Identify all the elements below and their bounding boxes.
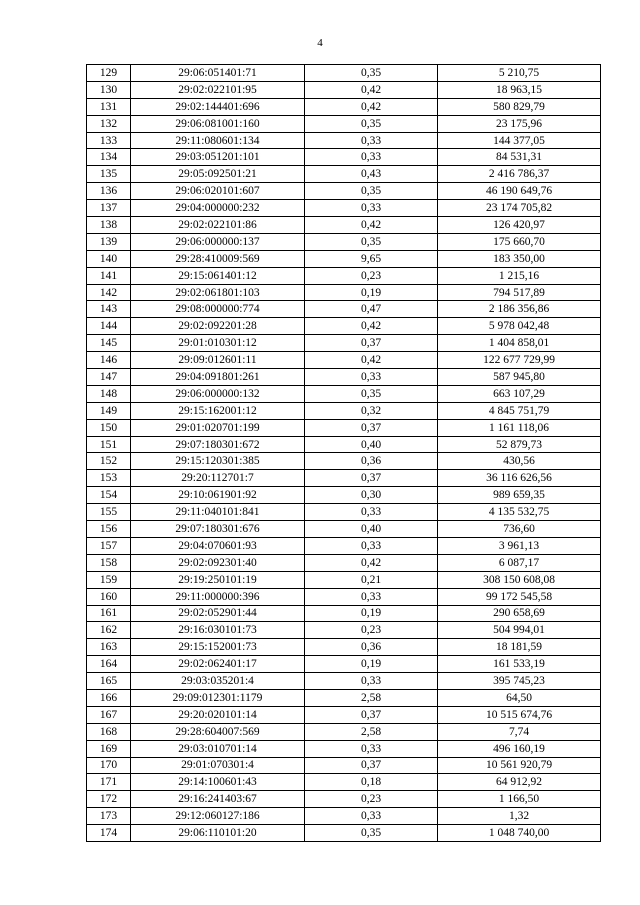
coefficient-cell: 0,35: [305, 183, 438, 200]
amount-cell: 36 116 626,56: [438, 470, 601, 487]
amount-cell: 4 135 532,75: [438, 504, 601, 521]
amount-cell: 290 658,69: [438, 605, 601, 622]
coefficient-cell: 0,40: [305, 521, 438, 538]
cadastral-number-cell: 29:11:080601:134: [131, 132, 305, 149]
row-number-cell: 135: [87, 166, 131, 183]
cadastral-number-cell: 29:10:061901:92: [131, 487, 305, 504]
cadastral-number-cell: 29:02:062401:17: [131, 656, 305, 673]
table-row: [87, 673, 601, 690]
table-row: [87, 352, 601, 369]
coefficient-cell: 0,23: [305, 622, 438, 639]
table-row: [87, 149, 601, 166]
table-row: [87, 301, 601, 318]
table-row: [87, 284, 601, 301]
amount-cell: 1 161 118,06: [438, 419, 601, 436]
amount-cell: 587 945,80: [438, 369, 601, 386]
coefficient-cell: 0,33: [305, 369, 438, 386]
coefficient-cell: 0,36: [305, 639, 438, 656]
amount-cell: 308 150 608,08: [438, 571, 601, 588]
coefficient-cell: 0,42: [305, 318, 438, 335]
cadastral-number-cell: 29:06:051401:71: [131, 65, 305, 82]
coefficient-cell: 0,42: [305, 217, 438, 234]
coefficient-cell: 0,35: [305, 825, 438, 842]
table-row: [87, 723, 601, 740]
row-number-cell: 143: [87, 301, 131, 318]
row-number-cell: 174: [87, 825, 131, 842]
table-row: [87, 639, 601, 656]
coefficient-cell: 0,37: [305, 335, 438, 352]
amount-cell: 2 186 356,86: [438, 301, 601, 318]
cadastral-number-cell: 29:20:020101:14: [131, 706, 305, 723]
cadastral-number-cell: 29:15:061401:12: [131, 267, 305, 284]
cadastral-number-cell: 29:04:070601:93: [131, 537, 305, 554]
cadastral-number-cell: 29:05:092501:21: [131, 166, 305, 183]
coefficient-cell: 0,18: [305, 774, 438, 791]
row-number-cell: 152: [87, 453, 131, 470]
row-number-cell: 157: [87, 537, 131, 554]
coefficient-cell: 0,36: [305, 453, 438, 470]
row-number-cell: 154: [87, 487, 131, 504]
amount-cell: 175 660,70: [438, 233, 601, 250]
amount-cell: 4 845 751,79: [438, 402, 601, 419]
coefficient-cell: 0,35: [305, 115, 438, 132]
row-number-cell: 132: [87, 115, 131, 132]
row-number-cell: 141: [87, 267, 131, 284]
cadastral-number-cell: 29:03:035201:4: [131, 673, 305, 690]
table-row: [87, 419, 601, 436]
coefficient-cell: 0,42: [305, 352, 438, 369]
amount-cell: 430,56: [438, 453, 601, 470]
cadastral-number-cell: 29:06:110101:20: [131, 825, 305, 842]
coefficient-cell: 0,35: [305, 385, 438, 402]
row-number-cell: 147: [87, 369, 131, 386]
row-number-cell: 144: [87, 318, 131, 335]
row-number-cell: 145: [87, 335, 131, 352]
coefficient-cell: 0,19: [305, 605, 438, 622]
row-number-cell: 130: [87, 81, 131, 98]
cadastral-number-cell: 29:03:010701:14: [131, 740, 305, 757]
row-number-cell: 169: [87, 740, 131, 757]
row-number-cell: 134: [87, 149, 131, 166]
table-row: [87, 571, 601, 588]
cadastral-number-cell: 29:14:100601:43: [131, 774, 305, 791]
coefficient-cell: 0,37: [305, 706, 438, 723]
amount-cell: 46 190 649,76: [438, 183, 601, 200]
amount-cell: 10 515 674,76: [438, 706, 601, 723]
cadastral-number-cell: 29:02:061801:103: [131, 284, 305, 301]
amount-cell: 1 048 740,00: [438, 825, 601, 842]
cadastral-number-cell: 29:15:162001:12: [131, 402, 305, 419]
cadastral-number-cell: 29:06:020101:607: [131, 183, 305, 200]
table-row: [87, 98, 601, 115]
amount-cell: 99 172 545,58: [438, 588, 601, 605]
amount-cell: 7,74: [438, 723, 601, 740]
row-number-cell: 140: [87, 250, 131, 267]
coefficient-cell: 0,30: [305, 487, 438, 504]
coefficient-cell: 0,19: [305, 284, 438, 301]
coefficient-cell: 0,42: [305, 81, 438, 98]
table-row: [87, 554, 601, 571]
row-number-cell: 173: [87, 808, 131, 825]
table-row: [87, 166, 601, 183]
cadastral-number-cell: 29:08:000000:774: [131, 301, 305, 318]
cadastral-number-cell: 29:11:040101:841: [131, 504, 305, 521]
amount-cell: 64,50: [438, 689, 601, 706]
cadastral-number-cell: 29:06:081001:160: [131, 115, 305, 132]
cadastral-number-cell: 29:15:152001:73: [131, 639, 305, 656]
amount-cell: 496 160,19: [438, 740, 601, 757]
coefficient-cell: 0,19: [305, 656, 438, 673]
amount-cell: 3 961,13: [438, 537, 601, 554]
row-number-cell: 155: [87, 504, 131, 521]
coefficient-cell: 0,40: [305, 436, 438, 453]
amount-cell: 10 561 920,79: [438, 757, 601, 774]
amount-cell: 183 350,00: [438, 250, 601, 267]
table-row: [87, 605, 601, 622]
coefficient-cell: 0,33: [305, 132, 438, 149]
table-row: [87, 588, 601, 605]
row-number-cell: 133: [87, 132, 131, 149]
table-row: [87, 537, 601, 554]
row-number-cell: 138: [87, 217, 131, 234]
amount-cell: 122 677 729,99: [438, 352, 601, 369]
cadastral-number-cell: 29:09:012301:1179: [131, 689, 305, 706]
amount-cell: 2 416 786,37: [438, 166, 601, 183]
coefficient-cell: 0,42: [305, 98, 438, 115]
table-row: [87, 622, 601, 639]
data-table: [86, 64, 601, 842]
row-number-cell: 166: [87, 689, 131, 706]
coefficient-cell: 0,23: [305, 791, 438, 808]
row-number-cell: 170: [87, 757, 131, 774]
table-row: [87, 656, 601, 673]
cadastral-number-cell: 29:01:010301:12: [131, 335, 305, 352]
cadastral-number-cell: 29:02:022101:95: [131, 81, 305, 98]
row-number-cell: 142: [87, 284, 131, 301]
coefficient-cell: 0,33: [305, 149, 438, 166]
table-row: [87, 81, 601, 98]
coefficient-cell: 0,32: [305, 402, 438, 419]
amount-cell: 5 210,75: [438, 65, 601, 82]
table-row: [87, 689, 601, 706]
coefficient-cell: 0,33: [305, 673, 438, 690]
coefficient-cell: 0,33: [305, 504, 438, 521]
row-number-cell: 131: [87, 98, 131, 115]
cadastral-number-cell: 29:04:000000:232: [131, 200, 305, 217]
amount-cell: 52 879,73: [438, 436, 601, 453]
amount-cell: 1 166,50: [438, 791, 601, 808]
coefficient-cell: 2,58: [305, 723, 438, 740]
cadastral-number-cell: 29:02:144401:696: [131, 98, 305, 115]
table-row: [87, 808, 601, 825]
amount-cell: 64 912,92: [438, 774, 601, 791]
table-row: [87, 402, 601, 419]
coefficient-cell: 0,23: [305, 267, 438, 284]
table-row: [87, 385, 601, 402]
table-row: [87, 453, 601, 470]
cadastral-number-cell: 29:03:051201:101: [131, 149, 305, 166]
table-row: [87, 774, 601, 791]
row-number-cell: 167: [87, 706, 131, 723]
amount-cell: 18 181,59: [438, 639, 601, 656]
amount-cell: 1,32: [438, 808, 601, 825]
coefficient-cell: 0,43: [305, 166, 438, 183]
table-row: [87, 740, 601, 757]
amount-cell: 504 994,01: [438, 622, 601, 639]
row-number-cell: 137: [87, 200, 131, 217]
table-row: [87, 200, 601, 217]
cadastral-number-cell: 29:01:020701:199: [131, 419, 305, 436]
coefficient-cell: 2,58: [305, 689, 438, 706]
coefficient-cell: 0,35: [305, 233, 438, 250]
table-row: [87, 825, 601, 842]
amount-cell: 18 963,15: [438, 81, 601, 98]
amount-cell: 1 215,16: [438, 267, 601, 284]
coefficient-cell: 0,33: [305, 200, 438, 217]
row-number-cell: 151: [87, 436, 131, 453]
page-number: 4: [317, 37, 323, 49]
amount-cell: 1 404 858,01: [438, 335, 601, 352]
coefficient-cell: 9,65: [305, 250, 438, 267]
coefficient-cell: 0,33: [305, 588, 438, 605]
cadastral-number-cell: 29:12:060127:186: [131, 808, 305, 825]
cadastral-number-cell: 29:28:604007:569: [131, 723, 305, 740]
table-row: [87, 436, 601, 453]
amount-cell: 84 531,31: [438, 149, 601, 166]
row-number-cell: 153: [87, 470, 131, 487]
table-row: [87, 335, 601, 352]
cadastral-number-cell: 29:02:092301:40: [131, 554, 305, 571]
cadastral-number-cell: 29:02:052901:44: [131, 605, 305, 622]
amount-cell: 5 978 042,48: [438, 318, 601, 335]
cadastral-number-cell: 29:06:000000:132: [131, 385, 305, 402]
cadastral-number-cell: 29:02:092201:28: [131, 318, 305, 335]
table-row: [87, 487, 601, 504]
table-row: [87, 470, 601, 487]
cadastral-number-cell: 29:07:180301:676: [131, 521, 305, 538]
table-row: [87, 504, 601, 521]
row-number-cell: 156: [87, 521, 131, 538]
amount-cell: 144 377,05: [438, 132, 601, 149]
row-number-cell: 163: [87, 639, 131, 656]
cadastral-number-cell: 29:01:070301:4: [131, 757, 305, 774]
row-number-cell: 139: [87, 233, 131, 250]
row-number-cell: 159: [87, 571, 131, 588]
amount-cell: 395 745,23: [438, 673, 601, 690]
amount-cell: 580 829,79: [438, 98, 601, 115]
cadastral-number-cell: 29:16:241403:67: [131, 791, 305, 808]
coefficient-cell: 0,37: [305, 419, 438, 436]
cadastral-number-cell: 29:15:120301:385: [131, 453, 305, 470]
row-number-cell: 168: [87, 723, 131, 740]
coefficient-cell: 0,37: [305, 757, 438, 774]
row-number-cell: 158: [87, 554, 131, 571]
table-row: [87, 65, 601, 82]
cadastral-number-cell: 29:28:410009:569: [131, 250, 305, 267]
row-number-cell: 160: [87, 588, 131, 605]
cadastral-number-cell: 29:02:022101:86: [131, 217, 305, 234]
cadastral-number-cell: 29:09:012601:11: [131, 352, 305, 369]
table-row: [87, 233, 601, 250]
coefficient-cell: 0,35: [305, 65, 438, 82]
table-body: [87, 65, 601, 842]
cadastral-number-cell: 29:20:112701:7: [131, 470, 305, 487]
table-row: [87, 757, 601, 774]
row-number-cell: 136: [87, 183, 131, 200]
coefficient-cell: 0,33: [305, 740, 438, 757]
row-number-cell: 164: [87, 656, 131, 673]
row-number-cell: 172: [87, 791, 131, 808]
row-number-cell: 162: [87, 622, 131, 639]
table-row: [87, 369, 601, 386]
table-row: [87, 521, 601, 538]
table-row: [87, 706, 601, 723]
amount-cell: 23 174 705,82: [438, 200, 601, 217]
amount-cell: 794 517,89: [438, 284, 601, 301]
row-number-cell: 161: [87, 605, 131, 622]
cadastral-number-cell: 29:16:030101:73: [131, 622, 305, 639]
amount-cell: 736,60: [438, 521, 601, 538]
coefficient-cell: 0,33: [305, 537, 438, 554]
cadastral-number-cell: 29:07:180301:672: [131, 436, 305, 453]
table-row: [87, 791, 601, 808]
cadastral-number-cell: 29:11:000000:396: [131, 588, 305, 605]
row-number-cell: 171: [87, 774, 131, 791]
row-number-cell: 148: [87, 385, 131, 402]
row-number-cell: 150: [87, 419, 131, 436]
table-row: [87, 217, 601, 234]
coefficient-cell: 0,37: [305, 470, 438, 487]
table-row: [87, 183, 601, 200]
table-row: [87, 115, 601, 132]
cadastral-number-cell: 29:04:091801:261: [131, 369, 305, 386]
coefficient-cell: 0,47: [305, 301, 438, 318]
cadastral-number-cell: 29:19:250101:19: [131, 571, 305, 588]
table-row: [87, 318, 601, 335]
amount-cell: 23 175,96: [438, 115, 601, 132]
amount-cell: 126 420,97: [438, 217, 601, 234]
coefficient-cell: 0,42: [305, 554, 438, 571]
row-number-cell: 129: [87, 65, 131, 82]
amount-cell: 161 533,19: [438, 656, 601, 673]
amount-cell: 989 659,35: [438, 487, 601, 504]
table-row: [87, 267, 601, 284]
cadastral-number-cell: 29:06:000000:137: [131, 233, 305, 250]
table-row: [87, 250, 601, 267]
coefficient-cell: 0,33: [305, 808, 438, 825]
amount-cell: 6 087,17: [438, 554, 601, 571]
coefficient-cell: 0,21: [305, 571, 438, 588]
row-number-cell: 149: [87, 402, 131, 419]
amount-cell: 663 107,29: [438, 385, 601, 402]
row-number-cell: 165: [87, 673, 131, 690]
table-row: [87, 132, 601, 149]
row-number-cell: 146: [87, 352, 131, 369]
